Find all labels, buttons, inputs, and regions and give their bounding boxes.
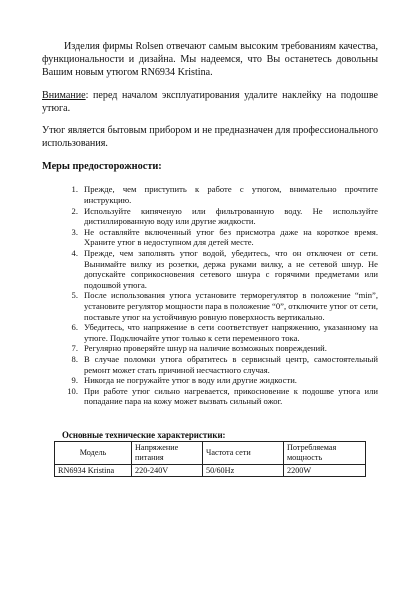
- item-text: Убедитесь, что напряжение в сети соответствует напряжению, указанному на утюге. Подключайте утюг только к сети переменного тока.: [84, 322, 378, 343]
- manual-page: [42, 40, 378, 477]
- item-number: 3.: [71, 226, 78, 237]
- warning-label: Внимание: [42, 89, 86, 101]
- cell-power: 2200W: [284, 464, 366, 477]
- precaution-item: [42, 354, 378, 375]
- cell-voltage: 220-240V: [132, 464, 203, 477]
- item-text: После использования утюга установите терморегулятор в положение “min”, установите регулятор мощности пара в положение “0”, отключите утюг от сети, поставьте утюг на устойчивую ровную поверхность вертикально.: [84, 290, 378, 322]
- item-text: В случае поломки утюга обратитесь в сервисный центр, самостоятельный ремонт может стать причиной несчастного случая.: [84, 353, 378, 375]
- col-header-power: Потребляемая мощность: [284, 441, 366, 464]
- item-number: 7.: [71, 343, 78, 354]
- purpose-paragraph: Утюг является бытовым прибором и не предназначен для профессионального использования.: [42, 125, 378, 150]
- item-number: 4.: [71, 247, 78, 258]
- item-text: Используйте кипяченую или фильтрованную воду. Не используйте дистиллированную воду или другие жидкости.: [84, 205, 378, 227]
- specs-header-row: [55, 441, 366, 464]
- table-row: [55, 464, 366, 477]
- specs-section: [54, 430, 366, 478]
- precaution-item: [42, 375, 378, 386]
- intro-paragraph: Изделия фирмы Rolsen отвечают самым высоким требованиям качества, функциональности и дизайна. Мы надеемся, что Вы останетесь довольны Вашим новым утюгом RN6934 Kristina.: [42, 41, 378, 79]
- item-number: 5.: [71, 290, 78, 301]
- item-text: Не оставляйте включенный утюг без присмотра даже на короткое время. Храните утюг в недоступном для детей месте.: [84, 226, 378, 248]
- item-text: При работе утюг сильно нагревается, прикосновение к подошве утюга или попадание пара на кожу может вызвать сильный ожог.: [84, 385, 378, 407]
- col-header-voltage: Напряжение питания: [132, 441, 203, 464]
- item-text: Прежде, чем приступить к работе с утюгом, внимательно прочтите инструкцию.: [84, 184, 378, 206]
- item-number: 10.: [67, 385, 78, 396]
- cell-model: RN6934 Kristina: [55, 464, 132, 477]
- precaution-item: [42, 248, 378, 290]
- item-number: 9.: [71, 375, 78, 386]
- precaution-item: [42, 290, 378, 322]
- warning-paragraph: [42, 89, 378, 115]
- precaution-item: [42, 227, 378, 248]
- specs-table: [54, 441, 366, 478]
- col-header-frequency: Частота сети: [203, 441, 284, 464]
- precaution-item: [42, 343, 378, 354]
- item-text: Прежде, чем заполнять утюг водой, убедитесь, что он отключен от сети. Вынимайте вилку из розетки, держа руками вилку, а не сетевой шнур. Не допускайте соприкосновения сетевого шнура с горячими предметами или подошвой утюга.: [84, 247, 378, 290]
- precaution-item: [42, 322, 378, 343]
- item-number: 8.: [71, 353, 78, 364]
- precautions-list: [42, 184, 378, 406]
- col-header-model: Модель: [55, 441, 132, 464]
- item-number: 2.: [71, 205, 78, 216]
- item-number: 1.: [71, 184, 78, 195]
- item-text: Регулярно проверяйте шнур на наличие возможных повреждений.: [84, 343, 327, 354]
- precaution-item: [42, 206, 378, 227]
- item-number: 6.: [71, 322, 78, 333]
- precautions-heading: Меры предосторожности:: [42, 161, 162, 173]
- precaution-item: [42, 386, 378, 407]
- item-text: Никогда не погружайте утюг в воду или другие жидкости.: [84, 375, 297, 386]
- precaution-item: [42, 184, 378, 205]
- warning-text: : перед началом эксплуатирования удалите наклейку на подошве утюга.: [42, 89, 378, 114]
- specs-heading: Основные технические характеристики:: [62, 429, 226, 440]
- cell-frequency: 50/60Hz: [203, 464, 284, 477]
